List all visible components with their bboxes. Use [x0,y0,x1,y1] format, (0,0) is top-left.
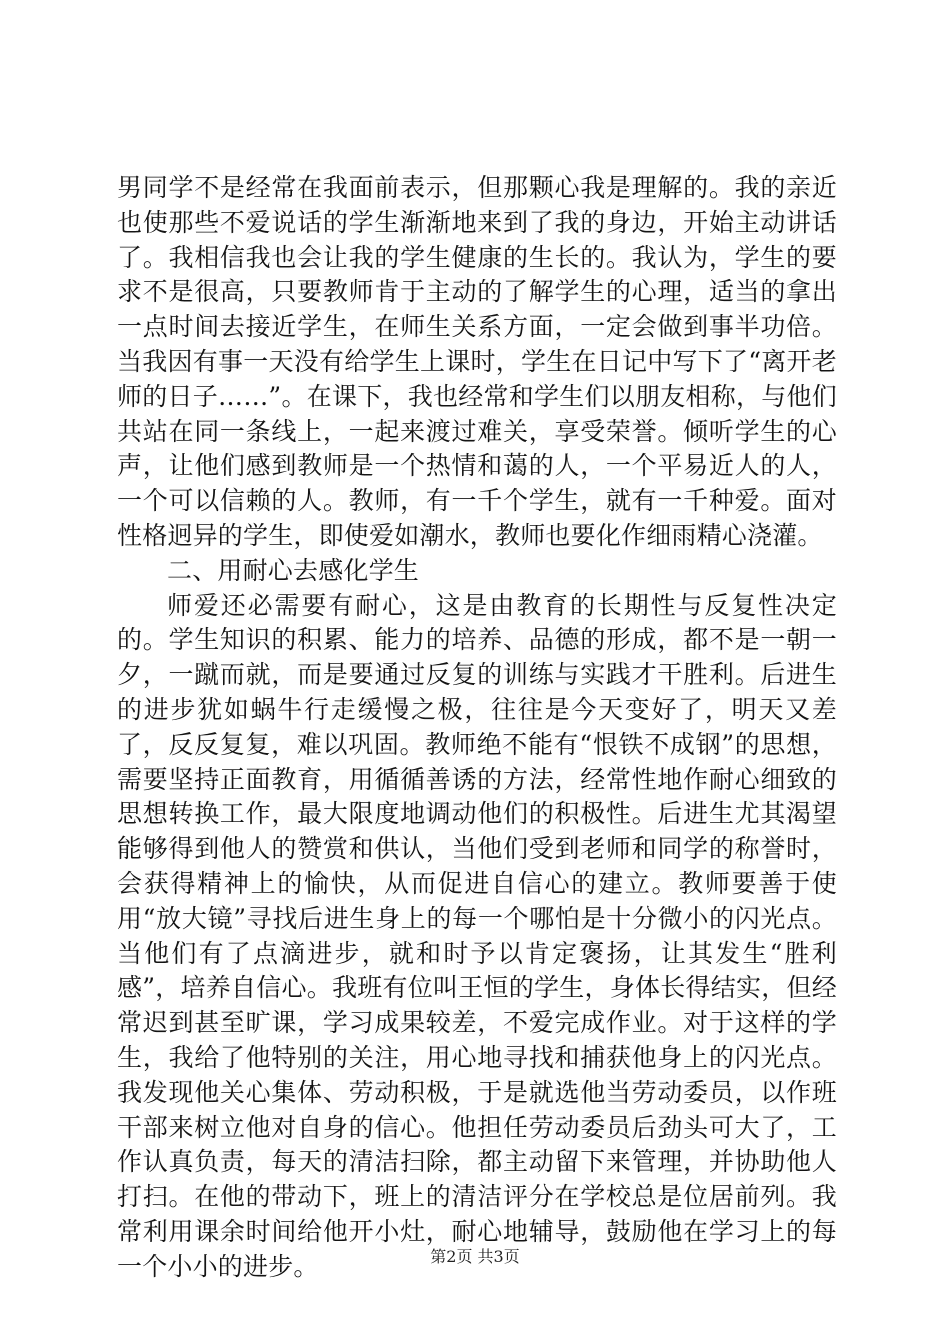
paragraph-continuation: 男同学不是经常在我面前表示，但那颗心我是理解的。我的亲近也使那些不爱说话的学生渐渐地来到了我的身边，开始主动讲话了。我相信我也会让我的学生健康的生长的。我认为，学生的要求不是很高，只要教师肯于主动的了解学生的心理，适当的拿出一点时间去接近学生，在师生关系方面，一定会做到事半功倍。当我因有事一天没有给学生上课时，学生在日记中写下了“离开老师的日子……”。在课下，我也经常和学生们以朋友相称，与他们共站在同一条线上，一起来渡过难关，享受荣誉。倾听学生的心声，让他们感到教师是一个热情和蔼的人，一个平易近人的人，一个可以信赖的人。教师，有一千个学生，就有一千种爱。面对性格迥异的学生，即使爱如潮水，教师也要化作细雨精心浇灌。 [117,173,837,550]
page-number-label: 第2页 共3页 [430,1247,520,1266]
page-footer [0,1244,950,1267]
paragraph-patience: 师爱还必需要有耐心，这是由教育的长期性与反复性决定的。学生知识的积累、能力的培养、品德的形成，都不是一朝一夕，一蹴而就，而是要通过反复的训练与实践才干胜利。后进生的进步犹如蜗牛行走缓慢之极，往往是今天变好了，明天又差了，反反复复，难以巩固。教师绝不能有“恨铁不成钢”的思想，需要坚持正面教育，用循循善诱的方法，经常性地作耐心细致的思想转换工作，最大限度地调动他们的积极性。后进生尤其渴望能够得到他人的赞赏和供认，当他们受到老师和同学的称誉时，会获得精神上的愉快，从而促进自信心的建立。教师要善于使用“放大镜”寻找后进生身上的每一个哪怕是十分微小的闪光点。当他们有了点滴进步，就和时予以肯定褒扬，让其发生“胜利感”，培养自信心。我班有位叫王恒的学生，身体长得结实，但经常迟到甚至旷课，学习成果较差，不爱完成作业。对于这样的学生，我给了他特别的关注，用心地寻找和捕获他身上的闪光点。我发现他关心集体、劳动积极，于是就选他当劳动委员，以作班干部来树立他对自身的信心。他担任劳动委员后劲头可大了，工作认真负责，每天的清洁扫除，都主动留下来管理，并协助他人打扫。在他的带动下，班上的清洁评分在学校总是位居前列。我常利用课余时间给他开小灶，耐心地辅导，鼓励他在学习上的每一个小小的进步。 [117,590,837,1281]
section-heading: 二、用耐心去感化学生 [167,555,420,585]
document-body [117,171,837,1285]
